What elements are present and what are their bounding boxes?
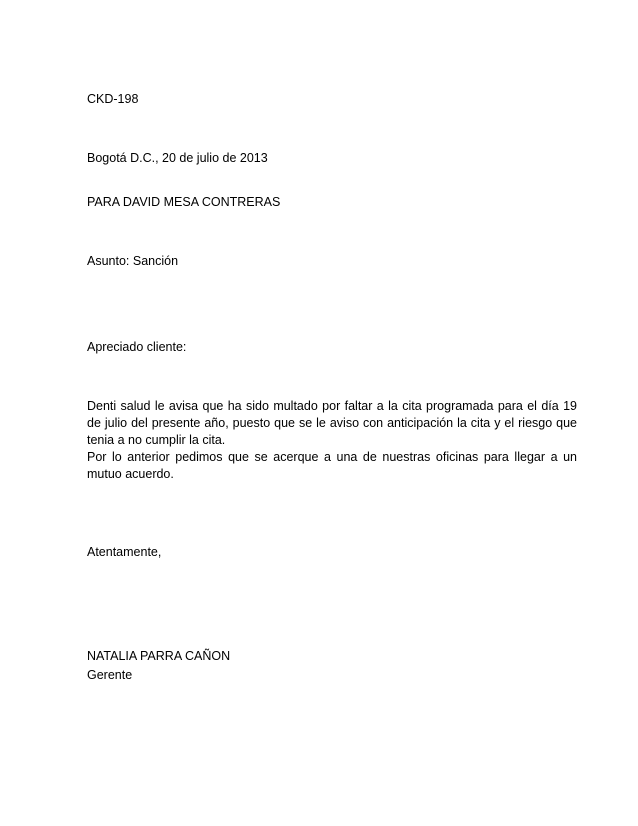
signer-title: Gerente [87, 668, 133, 682]
body-paragraph-2: Por lo anterior pedimos que se acerque a una de nuestras oficinas para llegar a un mutuo acuerdo. [87, 450, 577, 481]
salutation: Apreciado cliente: [87, 340, 187, 354]
place-date: Bogotá D.C., 20 de julio de 2013 [87, 151, 268, 165]
reference-code: CKD-198 [87, 92, 139, 106]
subject-line: Asunto: Sanción [87, 254, 179, 268]
body-paragraph-1: Denti salud le avisa que ha sido multado por faltar a la cita programada para el día 19 de julio del presente año, puesto que se le aviso con anticipación la cita y el riesgo que tenia a no cumplir la cita. [87, 399, 577, 447]
recipient-line: PARA DAVID MESA CONTRERAS [87, 195, 281, 209]
closing: Atentamente, [87, 545, 162, 559]
signer-name: NATALIA PARRA CAÑON [87, 649, 231, 663]
